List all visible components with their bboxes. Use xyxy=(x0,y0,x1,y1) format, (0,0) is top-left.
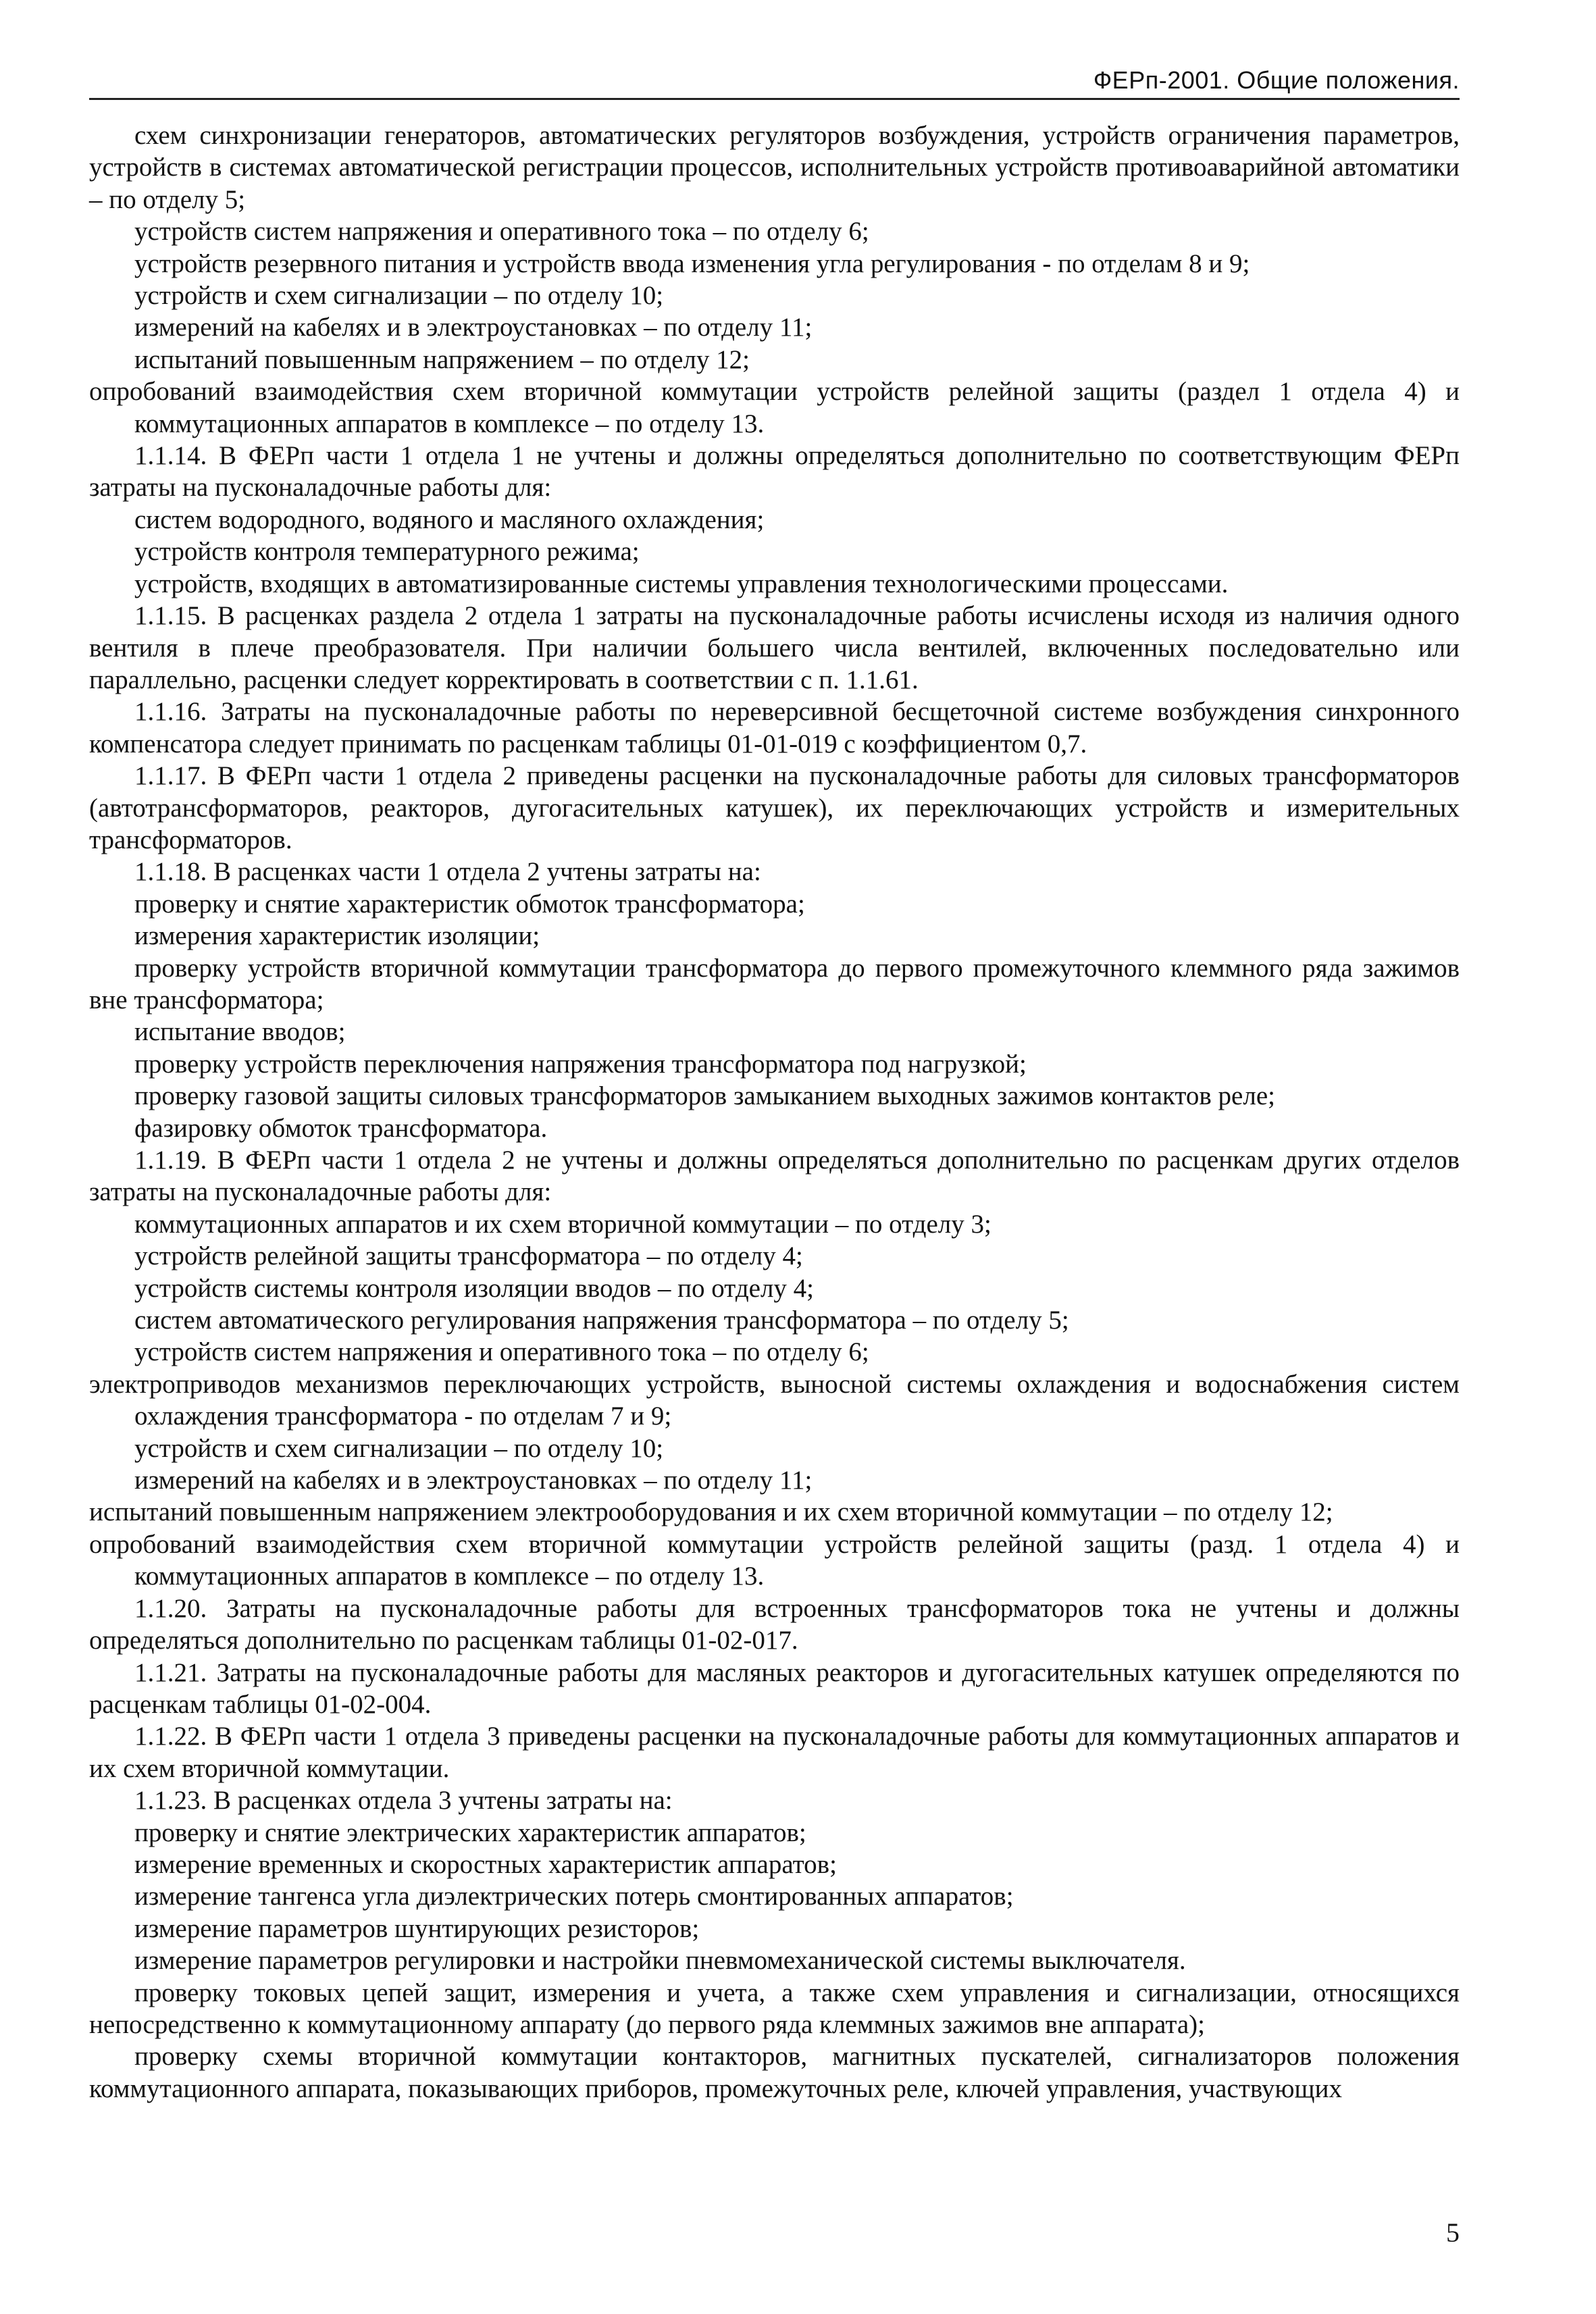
paragraph: устройств контроля температурного режима; xyxy=(134,537,640,567)
paragraph: устройств, входящих в автоматизированные системы управления технологическими процессами. xyxy=(134,569,1229,598)
paragraph: устройств релейной защиты трансформатора – по отделу 4; xyxy=(134,1241,803,1271)
body-text xyxy=(89,120,1460,2105)
paragraph: измерения характеристик изоляции; xyxy=(134,921,540,951)
paragraph: проверку устройств вторичной коммутации трансформатора до первого промежуточного клеммного ряда зажимов вне трансформатора; xyxy=(89,953,1460,1014)
paragraph: измерение тангенса угла диэлектрических потерь смонтированных аппаратов; xyxy=(134,1882,1014,1911)
paragraph: проверку токовых цепей защит, измерения и учета, а также схем управления и сигнализации, относящихся непосредственно к коммутационному аппарату (до первого ряда клеммных зажимов вне аппарата); xyxy=(89,1978,1460,2039)
paragraph: устройств системы контроля изоляции вводов – по отделу 4; xyxy=(134,1273,815,1303)
paragraph: систем автоматического регулирования напряжения трансформатора – по отделу 5; xyxy=(134,1306,1069,1335)
paragraph: 1.1.17. В ФЕРп части 1 отдела 2 приведены расценки на пусконаладочные работы для силовых трансформаторов (автотрансформаторов, реакторов, дугогасительных катушек), их переключающих устройств и измерительных трансформаторов. xyxy=(89,761,1460,854)
paragraph: испытаний повышенным напряжением электрооборудования и их схем вторичной коммутации – по отделу 12; xyxy=(89,1497,1333,1527)
paragraph: устройств и схем сигнализации – по отделу 10; xyxy=(134,281,664,311)
paragraph: электроприводов механизмов переключающих устройств, выносной системы охлаждения и водоснабжения систем охлаждения трансформатора - по отделам 7 и 9; xyxy=(89,1369,1460,1431)
paragraph: проверку и снятие электрических характеристик аппаратов; xyxy=(134,1818,806,1847)
paragraph: опробований взаимодействия схем вторичной коммутации устройств релейной защиты (раздел 1 отдела 4) и коммутационных аппаратов в комплексе – по отделу 13. xyxy=(89,377,1460,438)
paragraph: устройств систем напряжения и оперативного тока – по отделу 6; xyxy=(134,217,869,247)
paragraph: 1.1.21. Затраты на пусконаладочные работы для масляных реакторов и дугогасительных катушек определяются по расценкам таблицы 01-02-004. xyxy=(89,1657,1460,1719)
paragraph: измерений на кабелях и в электроустановках – по отделу 11; xyxy=(134,1466,813,1495)
paragraph: фазировку обмоток трансформатора. xyxy=(134,1113,548,1143)
paragraph: 1.1.23. В расценках отдела 3 учтены затраты на: xyxy=(134,1786,673,1816)
paragraph: 1.1.16. Затраты на пусконаладочные работы по нереверсивной бесщеточной системе возбуждения синхронного компенсатора следует принимать по расценкам таблицы 01-01-019 с коэффициентом 0,7. xyxy=(89,697,1460,759)
paragraph: проверку схемы вторичной коммутации контакторов, магнитных пускателей, сигнализаторов положения коммутационного аппарата, показывающих приборов, промежуточных реле, ключей управления, участвующих xyxy=(89,2042,1460,2103)
paragraph: устройств резервного питания и устройств ввода изменения угла регулирования - по отделам 8 и 9; xyxy=(134,249,1250,278)
running-header: ФЕРп-2001. Общие положения. xyxy=(1093,66,1460,94)
paragraph: 1.1.20. Затраты на пусконаладочные работы для встроенных трансформаторов тока не учтены и должны определяться дополнительно по расценкам таблицы 01-02-017. xyxy=(89,1593,1460,1655)
paragraph: 1.1.14. В ФЕРп части 1 отдела 1 не учтены и должны определяться дополнительно по соответствующим ФЕРп затраты на пусконаладочные работы для: xyxy=(89,441,1460,503)
paragraph: 1.1.19. В ФЕРп части 1 отдела 2 не учтены и должны определяться дополнительно по расценкам других отделов затраты на пусконаладочные работы для: xyxy=(89,1146,1460,1207)
paragraph: коммутационных аппаратов и их схем вторичной коммутации – по отделу 3; xyxy=(134,1209,992,1239)
page-number: 5 xyxy=(1446,2217,1460,2248)
paragraph: измерение временных и скоростных характеристик аппаратов; xyxy=(134,1849,837,1879)
paragraph: устройств и схем сигнализации – по отделу 10; xyxy=(134,1433,664,1463)
paragraph: устройств систем напряжения и оперативного тока – по отделу 6; xyxy=(134,1337,869,1367)
paragraph: 1.1.15. В расценках раздела 2 отдела 1 затраты на пусконаладочные работы исчислены исходя из наличия одного вентиля в плече преобразователя. При наличии большего числа вентилей, включенных последовательно или параллельно, расценки следует корректировать в соответствии с п. 1.1.61. xyxy=(89,601,1460,694)
paragraph: проверку и снятие характеристик обмоток трансформатора; xyxy=(134,889,805,919)
paragraph: измерение параметров шунтирующих резисторов; xyxy=(134,1913,700,1943)
paragraph: проверку газовой защиты силовых трансформаторов замыканием выходных зажимов контактов реле; xyxy=(134,1081,1275,1111)
paragraph: проверку устройств переключения напряжения трансформатора под нагрузкой; xyxy=(134,1049,1027,1079)
header-rule xyxy=(89,98,1460,100)
paragraph: систем водородного, водяного и масляного охлаждения; xyxy=(134,505,765,534)
paragraph: 1.1.18. В расценках части 1 отдела 2 учтены затраты на: xyxy=(134,857,761,887)
paragraph: измерение параметров регулировки и настройки пневмомеханической системы выключателя. xyxy=(134,1946,1186,1976)
paragraph: схем синхронизации генераторов, автоматических регуляторов возбуждения, устройств ограничения параметров, устройств в системах автоматической регистрации процессов, исполнительных устройств противоаварийной автоматики – по отделу 5; xyxy=(89,121,1460,214)
paragraph: измерений на кабелях и в электроустановках – по отделу 11; xyxy=(134,313,813,342)
paragraph: опробований взаимодействия схем вторичной коммутации устройств релейной защиты (разд. 1 отдела 4) и коммутационных аппаратов в комплексе – по отделу 13. xyxy=(89,1529,1460,1591)
paragraph: 1.1.22. В ФЕРп части 1 отдела 3 приведены расценки на пусконаладочные работы для коммутационных аппаратов и их схем вторичной коммутации. xyxy=(89,1722,1460,1783)
paragraph: испытаний повышенным напряжением – по отделу 12; xyxy=(134,344,750,374)
paragraph: испытание вводов; xyxy=(134,1017,346,1047)
